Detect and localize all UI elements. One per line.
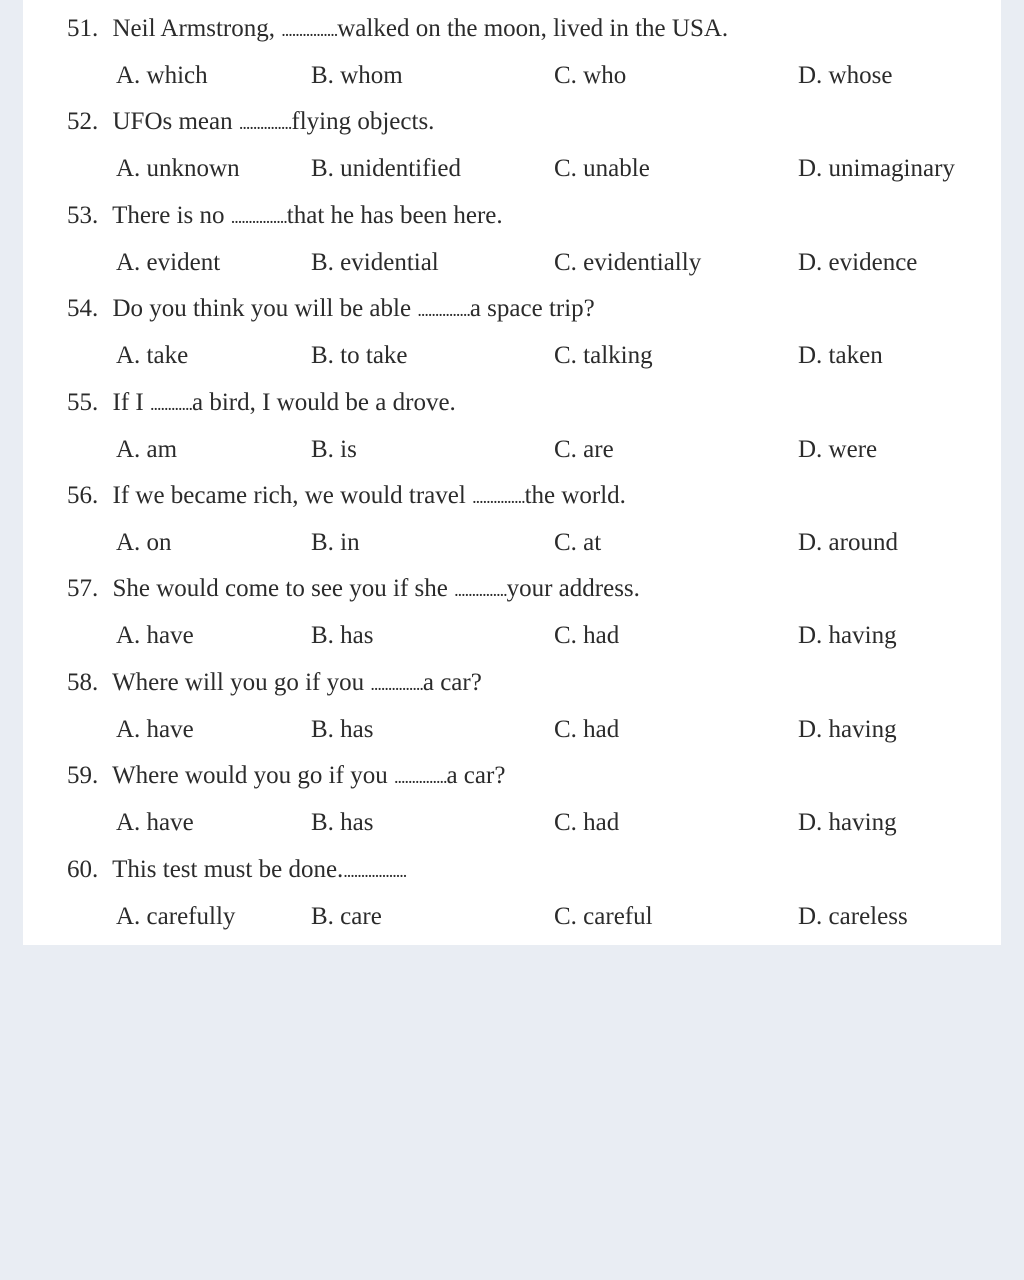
question-number: 51.	[67, 15, 99, 42]
option-a: A. have	[116, 622, 194, 650]
question-text-after: a space trip?	[469, 295, 595, 323]
option-c: C. evidentially	[554, 248, 702, 276]
option-c: C. talking	[554, 342, 653, 370]
question-text-before: Do you think you will be able	[112, 295, 412, 323]
question-text-after: a car?	[422, 668, 482, 696]
question-text-before: She would come to see you if she	[112, 575, 448, 603]
question-number: 58.	[67, 668, 99, 696]
question-text-after: a car?	[446, 762, 506, 790]
option-c: C. are	[554, 435, 614, 463]
option-d: D. careless	[798, 902, 908, 930]
answer-blank: ...............	[393, 767, 447, 788]
option-c: C. unable	[554, 155, 650, 183]
question-number: 56.	[67, 481, 99, 509]
question-number: 53.	[67, 201, 99, 229]
option-a: A. carefully	[116, 902, 236, 930]
option-b: B. unidentified	[311, 155, 461, 183]
option-a: A. evident	[116, 248, 221, 276]
question-56	[67, 474, 987, 567]
option-d: D. unimaginary	[798, 155, 955, 183]
option-a: A. on	[116, 528, 172, 556]
question-58	[67, 661, 987, 754]
question-number: 55.	[67, 388, 99, 416]
answer-blank: ................	[281, 20, 338, 40]
question-51	[67, 7, 987, 100]
option-c: C. had	[554, 715, 620, 743]
option-a: A. have	[116, 715, 194, 743]
question-text-before: If I	[112, 388, 144, 416]
option-c: C. at	[554, 528, 602, 556]
question-text-after: your address.	[506, 575, 640, 603]
option-b: B. care	[311, 902, 382, 930]
option-b: B. to take	[311, 342, 408, 370]
question-text-after: walked on the moon, lived in the USA.	[337, 15, 729, 42]
option-c: C. had	[554, 622, 620, 650]
option-b: B. whom	[311, 62, 403, 89]
question-55	[67, 381, 987, 474]
answer-blank: ..................	[343, 860, 407, 881]
option-a: A. which	[116, 62, 208, 89]
question-54	[67, 287, 987, 380]
question-number: 52.	[67, 108, 99, 136]
option-b: B. evidential	[311, 248, 439, 276]
option-d: D. taken	[798, 342, 883, 370]
question-text-before: Neil Armstrong,	[112, 15, 275, 42]
question-stem	[67, 100, 434, 144]
option-c: C. had	[554, 809, 620, 837]
question-stem	[67, 567, 640, 611]
answer-blank: ...............	[417, 300, 470, 321]
question-text-before: Where will you go if you	[112, 668, 365, 696]
question-text-before: This test must be done.	[112, 855, 344, 883]
question-59	[67, 754, 987, 847]
option-a: A. unknown	[116, 155, 240, 183]
question-stem	[67, 381, 456, 425]
question-text-before: If we became rich, we would travel	[112, 481, 466, 509]
answer-blank: ...............	[370, 673, 423, 694]
question-list	[67, 7, 987, 941]
question-text-after: a bird, I would be a drove.	[191, 388, 456, 416]
question-text-before: UFOs mean	[112, 108, 233, 136]
question-60	[67, 848, 987, 941]
option-b: B. is	[311, 435, 357, 463]
option-b: B. in	[311, 528, 360, 556]
question-text-after: that he has been here.	[286, 201, 503, 229]
question-53	[67, 194, 987, 287]
answer-blank: ...............	[238, 113, 292, 134]
option-d: D. having	[798, 809, 897, 837]
question-number: 57.	[67, 575, 99, 603]
option-b: B. has	[311, 622, 374, 650]
question-57	[67, 567, 987, 660]
option-a: A. take	[116, 342, 189, 370]
option-d: D. around	[798, 528, 898, 556]
question-number: 54.	[67, 295, 99, 323]
option-b: B. has	[311, 809, 374, 837]
question-52	[67, 100, 987, 193]
answer-blank: ............	[149, 393, 192, 414]
option-d: D. having	[798, 715, 897, 743]
answer-blank: ...............	[472, 486, 525, 507]
option-d: D. having	[798, 622, 897, 650]
question-stem	[67, 661, 482, 705]
question-stem	[67, 7, 728, 51]
question-number: 59.	[67, 762, 99, 790]
question-stem	[67, 848, 406, 892]
answer-blank: ...............	[454, 580, 507, 601]
question-text-before: Where would you go if you	[112, 762, 388, 790]
answer-blank: ................	[230, 206, 287, 227]
question-number: 60.	[67, 855, 99, 883]
question-stem	[67, 194, 503, 238]
option-a: A. have	[116, 809, 194, 837]
question-text-after: the world.	[524, 481, 626, 509]
question-text-before: There is no	[112, 201, 225, 229]
option-a: A. am	[116, 435, 178, 463]
option-d: D. were	[798, 435, 878, 463]
option-d: D. evidence	[798, 248, 918, 276]
option-c: C. careful	[554, 902, 653, 930]
question-stem	[67, 287, 595, 331]
question-stem	[67, 754, 505, 798]
option-d: D. whose	[798, 62, 893, 89]
question-stem	[67, 474, 626, 518]
question-text-after: flying objects.	[291, 108, 435, 136]
worksheet-page	[23, 0, 1001, 945]
option-b: B. has	[311, 715, 374, 743]
option-c: C. who	[554, 62, 627, 89]
